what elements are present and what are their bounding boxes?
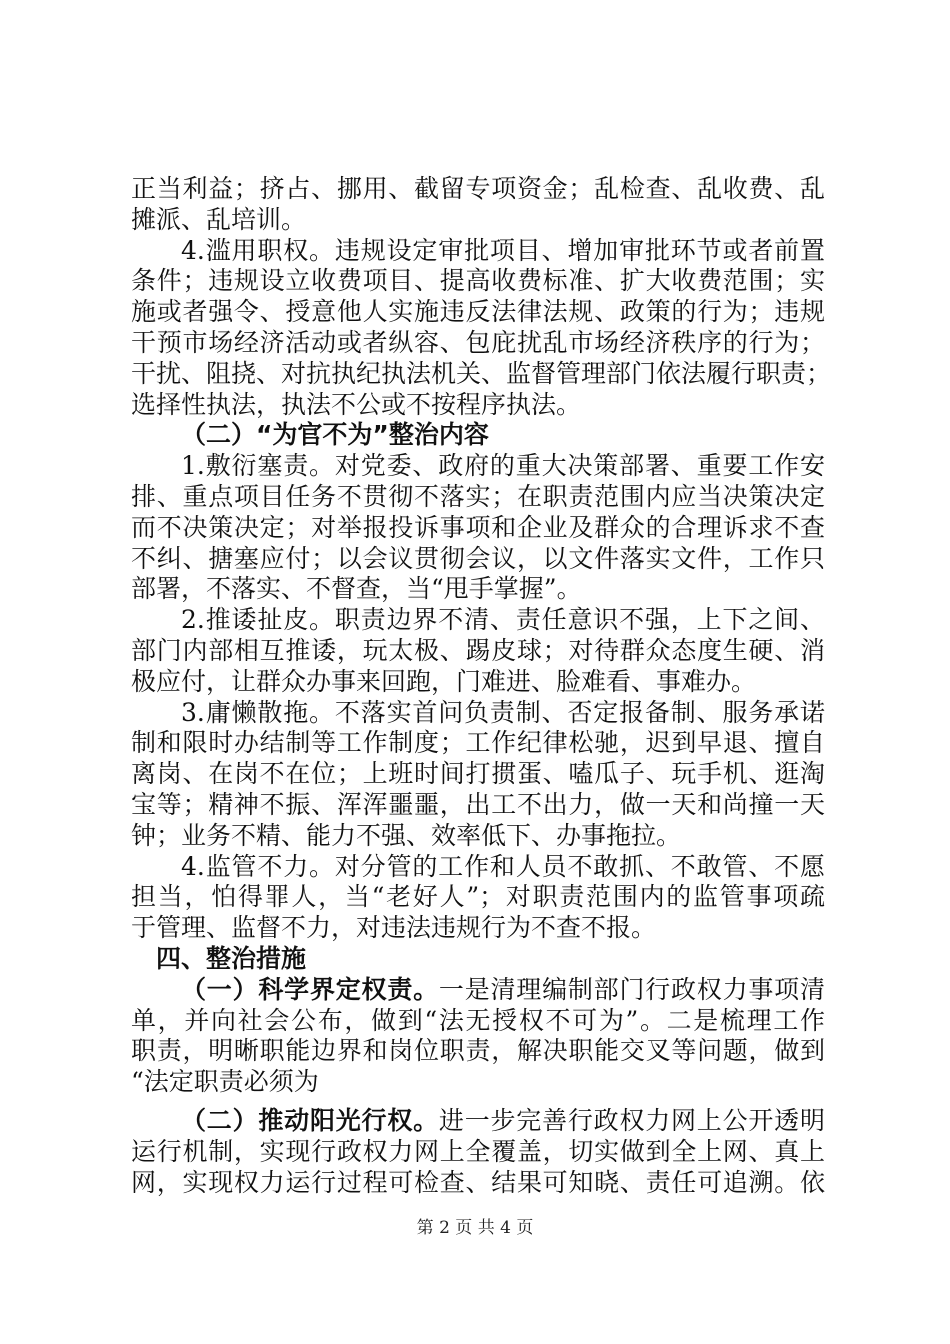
measure-1-continuation (131, 1006, 825, 1098)
document-body (131, 174, 832, 1198)
measure-1-first-line (131, 975, 825, 1006)
text-line: 4.滥用职权。违规设定审批项目、增加审批环节或者前置 (181, 235, 825, 265)
text-line: 摊派、乱培训。 (131, 204, 307, 234)
text-line: 制和限时办结制等工作制度；工作纪律松驰，迟到早退、擅自 (131, 728, 825, 758)
text-line: 钟；业务不精、能力不强、效率低下、办事拖拉。 (131, 820, 682, 850)
text-line: 干扰、阻挠、对抗执纪执法机关、监督管理部门依法履行职责； (131, 358, 832, 388)
text-line: 施或者强令、授意他人实施违反法律法规、政策的行为；违规 (131, 297, 825, 327)
text-line: 于管理、监督不力，对违法违规行为不查不报。 (131, 913, 657, 943)
text-line: 2.推诿扯皮。职责边界不清、责任意识不强，上下之间、 (181, 605, 825, 635)
text-line: 部署，不落实、不督查，当“甩手掌握”。 (131, 574, 582, 604)
text-line: 运行机制，实现行政权力网上全覆盖，切实做到全上网、真上 (131, 1136, 825, 1166)
text-line: 干预市场经济活动或者纵容、包庇扰乱市场经济秩序的行为； (131, 327, 825, 357)
text-line: 职责，明晰职能边界和岗位职责，解决职能交叉等问题，做到 (131, 1036, 825, 1066)
text-line: 极应付，让群众办事来回跑，门难进、脸难看、事难办。 (131, 666, 757, 696)
text-line: 排、重点项目任务不贯彻不落实；在职责范围内应当决策决定 (131, 481, 825, 511)
text-line: 1.敷衍塞责。对党委、政府的重大决策部署、重要工作安 (181, 451, 825, 481)
text-line: 离岗、在岗不在位；上班时间打掼蛋、嗑瓜子、玩手机、逛淘 (131, 759, 825, 789)
measure-1-lead: （一）科学界定权责。 (181, 974, 439, 1004)
text-line: 而不决策决定；对举报投诉事项和企业及群众的合理诉求不查 (131, 512, 825, 542)
paragraph-block-inaction (131, 451, 825, 944)
page-footer: 第 2 页 共 4 页 (416, 1218, 534, 1238)
text-line: “法定职责必须为 (131, 1067, 319, 1097)
text-line: 正当利益；挤占、挪用、截留专项资金；乱检查、乱收费、乱 (131, 174, 825, 203)
text-line: 条件；违规设立收费项目、提高收费标准、扩大收费范围；实 (131, 266, 825, 296)
text-line: 单，并向社会公布，做到“法无授权不可为”。二是梳理工作 (131, 1005, 825, 1035)
text-line: 选择性执法，执法不公或不按程序执法。 (131, 389, 582, 419)
text-line: 4.监管不力。对分管的工作和人员不敢抓、不敢管、不愿 (181, 851, 825, 881)
text-line: 不纠、搪塞应付；以会议贯彻会议，以文件落实文件，工作只 (131, 543, 825, 573)
text-line: 网，实现权力运行过程可检查、结果可知晓、责任可追溯。依 (131, 1167, 825, 1197)
paragraph-block-abuse-of-power (131, 174, 832, 420)
text-line: 宝等；精神不振、浑浑噩噩，出工不出力，做一天和尚撞一天 (131, 789, 825, 819)
measure-1-rest: 一是清理编制部门行政权力事项清 (438, 974, 825, 1004)
measure-2-rest: 进一步完善行政权力网上公开透明 (438, 1105, 825, 1135)
measure-2-lead: （二）推动阳光行权。 (181, 1105, 439, 1135)
text-line: 担当，怕得罪人，当“老好人”；对职责范围内的监管事项疏 (131, 882, 825, 912)
measure-2-first-line (131, 1106, 825, 1137)
measure-2-continuation (131, 1137, 825, 1199)
text-line: 3.庸懒散拖。不落实首问负责制、否定报备制、服务承诺 (181, 697, 825, 727)
section-heading-measures: 四、整治措施 (156, 943, 307, 973)
section-heading-inaction: （二）“为官不为”整治内容 (181, 420, 489, 450)
text-line: 部门内部相互推诿，玩太极、踢皮球；对待群众态度生硬、消 (131, 635, 825, 665)
